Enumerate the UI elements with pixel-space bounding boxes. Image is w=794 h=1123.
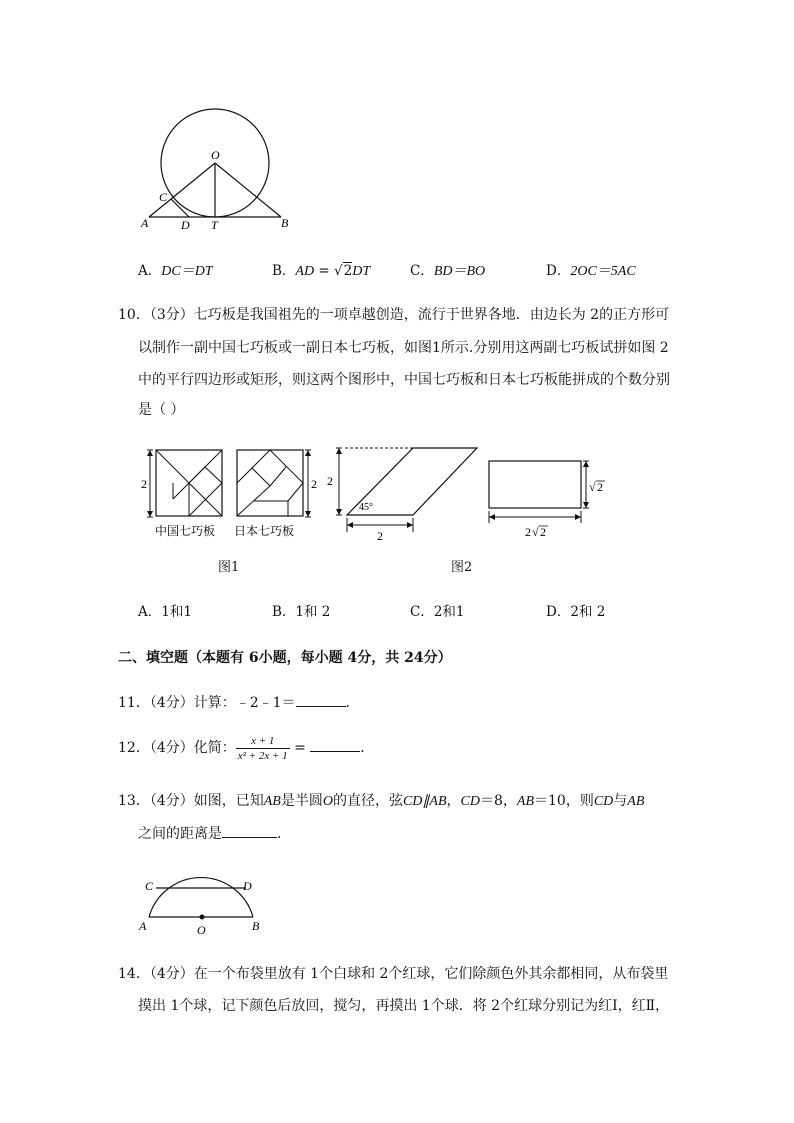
center-point-o (200, 915, 205, 920)
sqrt-symbol-h: √ (589, 480, 596, 494)
q14-line-1: 14．（4分）在一个布袋里放有 1个白球和 2个红球，它们除颜色外其余都相同，从布袋里 (118, 966, 669, 982)
q9-circle-figure (135, 105, 310, 235)
parallelogram-figure (325, 440, 485, 545)
label-japan-tangram: 日本七巧板 (234, 524, 295, 538)
label-c: C (145, 879, 154, 893)
q10-line-1: 10．（3分）七巧板是我国祖先的一项卓越创造，流行于世界各地．由边长为 2的正方形可 (118, 307, 670, 323)
q10-line-3: 中的平行四边形或矩形，则这两个图形中，中国七巧板和日本七巧板能拼成的个数分别 (138, 372, 670, 388)
dim-2sqrt2-coef: 2 (525, 525, 531, 539)
fraction: $\frac{x + 1}{\text{x² + 2x + 1}}$ (237, 734, 288, 762)
dim-2-china: 2 (141, 477, 147, 491)
label-b: B (252, 919, 260, 933)
segment-ob (215, 163, 281, 217)
label-d: D (243, 879, 252, 893)
label-d: D (181, 218, 190, 232)
label-t: T (211, 218, 218, 232)
semicircle-figure (135, 860, 275, 940)
q10-option-d: D．2和 2 (546, 604, 606, 620)
tangram-china-figure (138, 445, 228, 545)
q9-option-b: B．AD = √2DT (272, 263, 371, 279)
answer-blank (310, 737, 360, 752)
dim-2-japan: 2 (311, 477, 317, 491)
dim-2-height: 2 (327, 474, 333, 488)
label-china-tangram: 中国七巧板 (155, 524, 216, 538)
q13-line-1: 13．（4分）如图，已知AB是半圆O的直径，弦CD∥AB，CD＝8，AB＝10，则CD与AB (118, 793, 645, 809)
q10-line-4: 是（ ） (138, 402, 185, 418)
section-2-heading: 二、填空题（本题有 6小题，每小题 4分，共 24分） (118, 650, 452, 666)
dim-sqrt2: 2 (597, 480, 603, 494)
angle-45: 45° (359, 502, 373, 513)
segment-cd (171, 199, 189, 217)
sqrt-symbol: √2 (334, 263, 353, 279)
label-o: O (211, 148, 220, 162)
sqrt-symbol-w: √ (532, 525, 539, 539)
answer-blank (222, 823, 277, 838)
q10-option-c: C．2和1 (410, 604, 465, 620)
q10-line-2: 以制作一副中国七巧板或一副日本七巧板，如图1所示.分别用这两副七巧板试拼如图 2 (138, 340, 669, 356)
fig1-caption: 图1 (218, 560, 240, 575)
label-b: B (281, 216, 289, 230)
answer-blank (296, 692, 346, 707)
label-a: A (139, 919, 147, 933)
q11: 11．（4分）计算：﹣2﹣1＝ ． (118, 692, 360, 713)
label-a: A (141, 216, 149, 230)
dim-2-base: 2 (377, 529, 383, 543)
q9-option-a: A．DC＝DT (138, 263, 213, 279)
q9-option-c: C．BD＝BO (410, 263, 486, 279)
rectangle-figure (484, 455, 614, 545)
fig2-caption: 图2 (451, 560, 473, 575)
q9-option-d: D．2OC＝5AC (546, 263, 636, 279)
q13-line-2: 之间的距离是 ． (138, 823, 291, 844)
q14-line-2: 摸出 1个球，记下颜色后放回，搅匀，再摸出 1个球．将 2个红球分别记为红Ⅰ，红Ⅱ， (138, 998, 670, 1014)
q10-option-b: B．1和 2 (272, 604, 331, 620)
q10-option-a: A．1和1 (138, 604, 192, 620)
q12: 12．（4分）化简： $\frac{x + 1}{\text{x² + 2x + 1}}$ = ． (118, 734, 375, 762)
tangram-japan-figure (228, 445, 328, 545)
label-o: O (197, 923, 206, 937)
dim-2sqrt2-rad: 2 (540, 525, 546, 539)
label-c: C (159, 190, 168, 204)
